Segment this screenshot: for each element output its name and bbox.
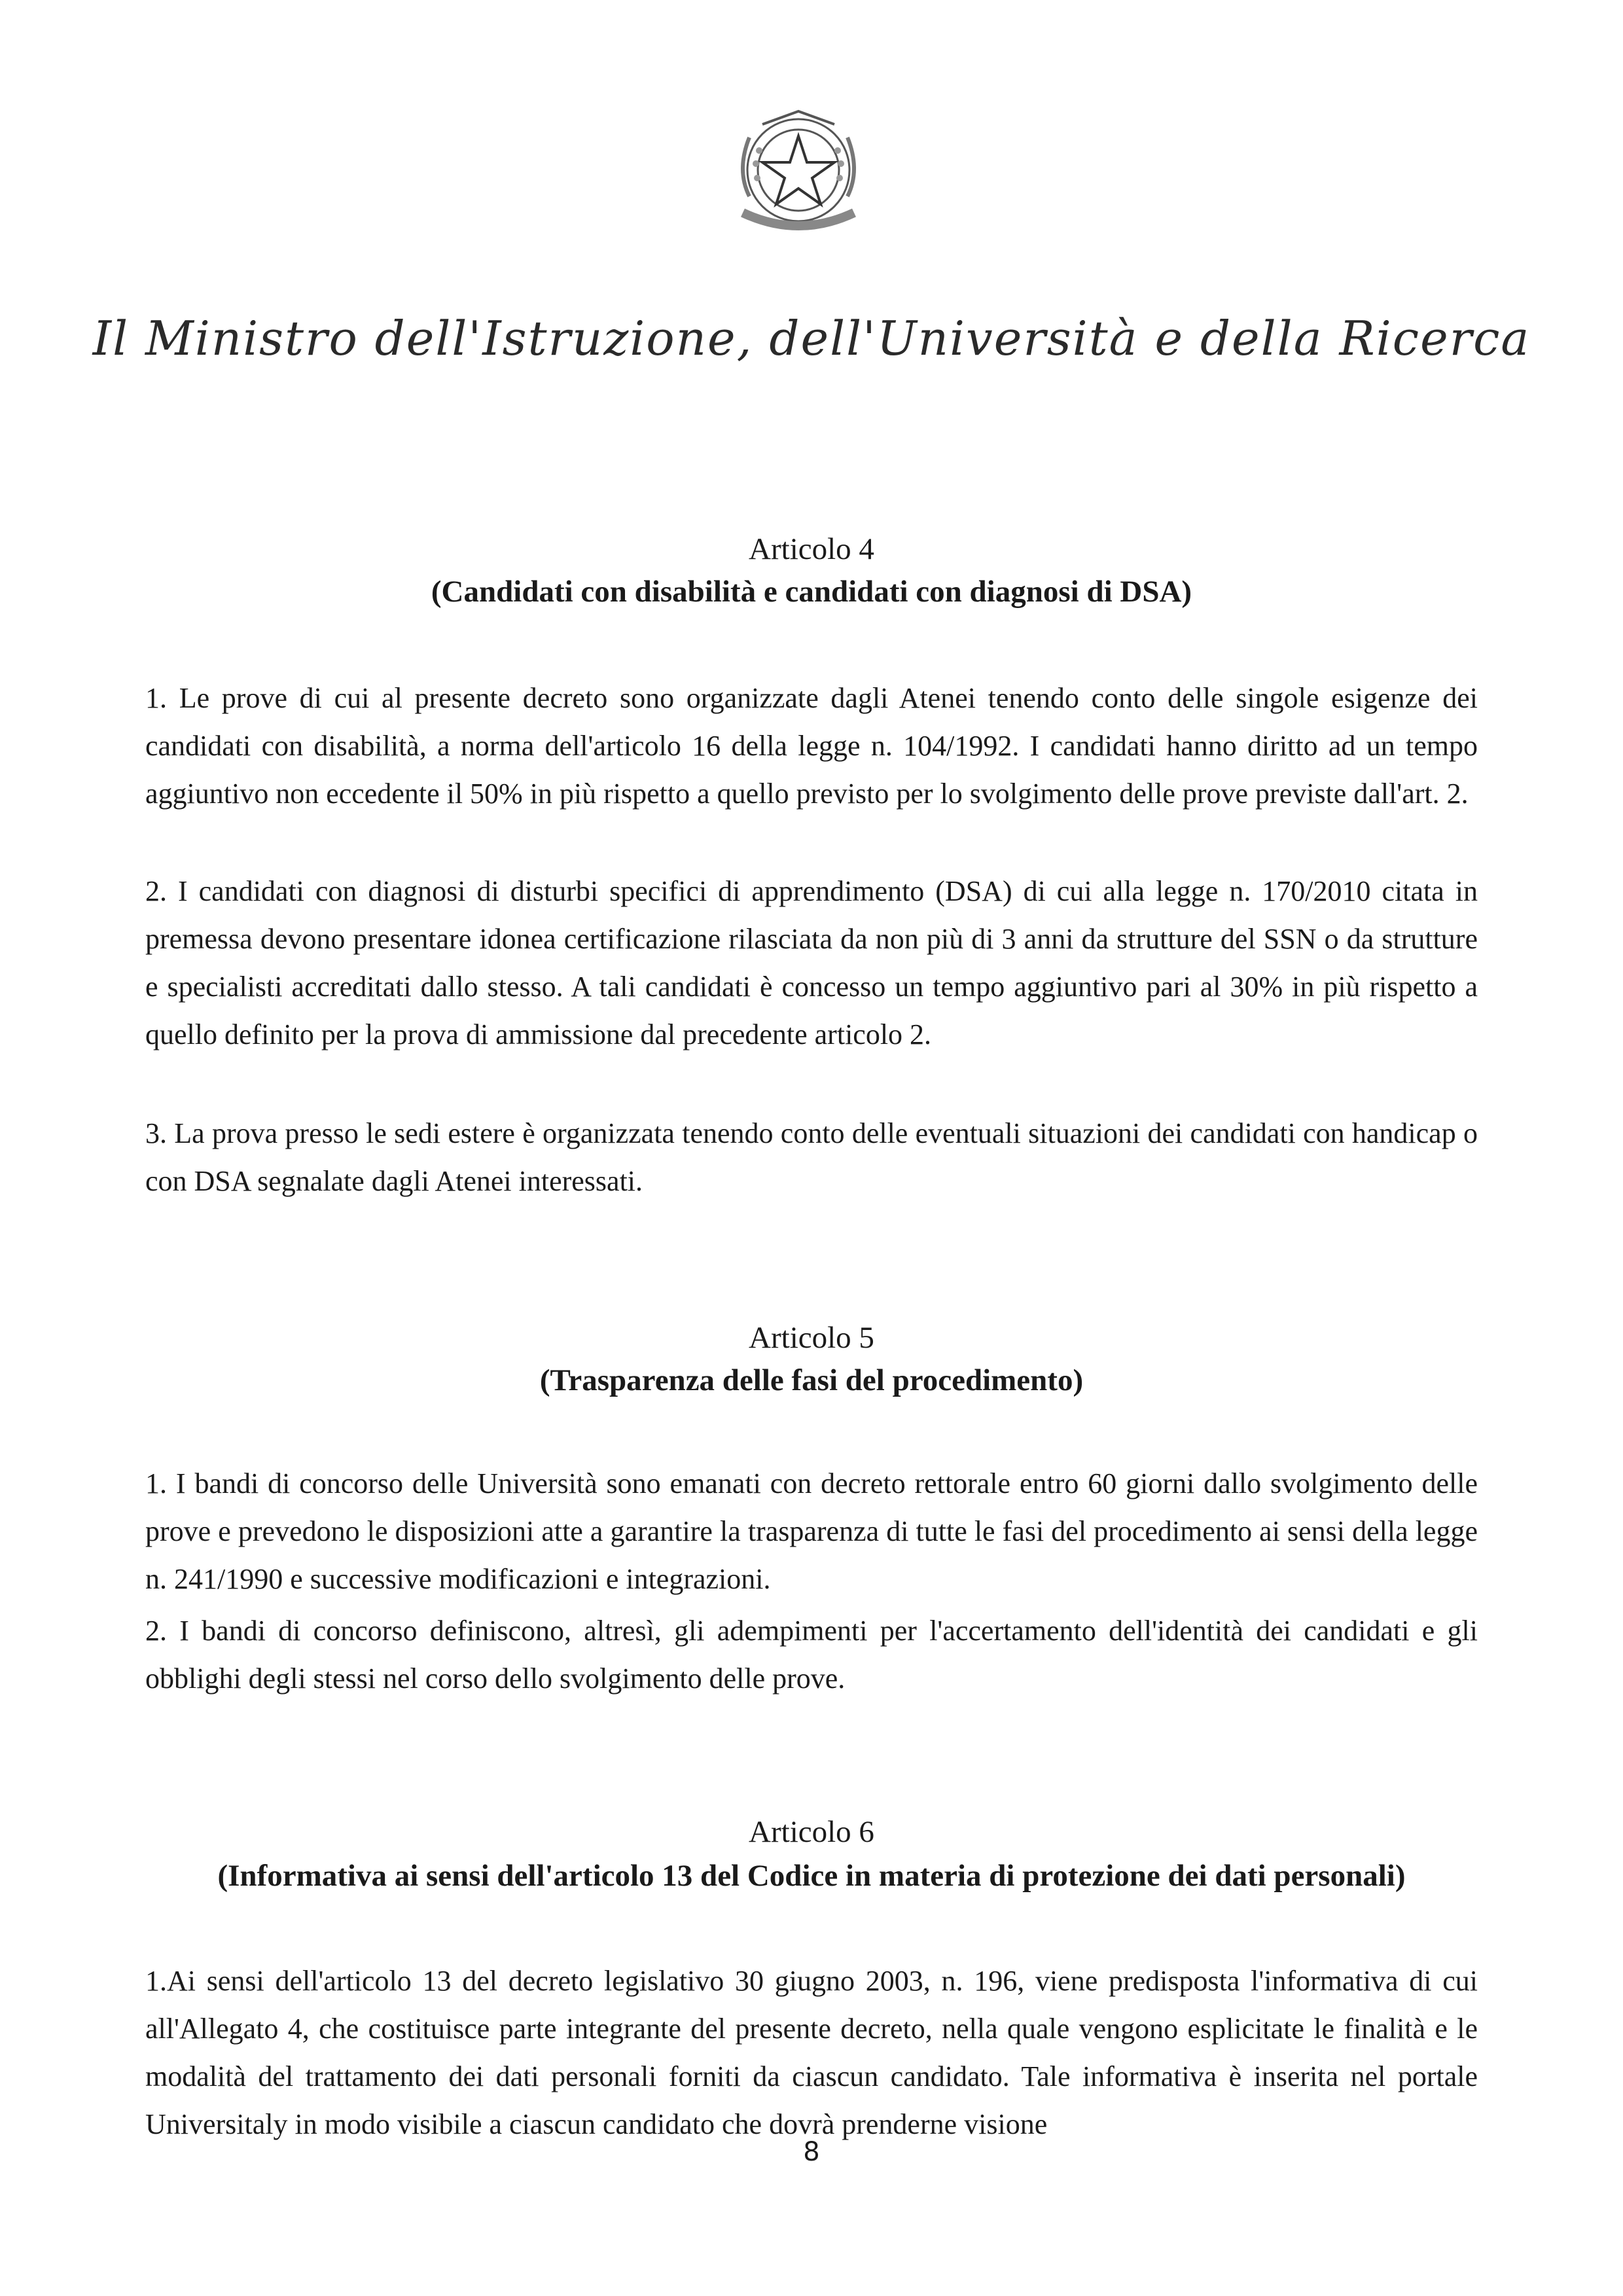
article-5-subtitle: (Trasparenza delle fasi del procedimento) — [539, 1363, 1084, 1397]
article-6-paragraph-1: 1.Ai sensi dell'articolo 13 del decreto legislativo 30 giugno 2003, n. 196, viene predisposta l'informativa di cui all'Allegato 4, che costituisce parte integrante del presente decreto, nella quale vengono esplicitate le finalità e le modalità del trattamento dei dati personali forniti da ciascun candidato. Tale informativa è inserita nel portale Universitaly in modo visibile a ciascun candidato che dovrà prenderne visione — [145, 1965, 1478, 2140]
article-4-paragraph-2: 2. I candidati con diagnosi di disturbi specifici di apprendimento (DSA) di cui alla legge n. 170/2010 citata in premessa devono presentare idonea certificazione rilasciata da non più di 3 anni da strutture del SSN o da strutture e specialisti accreditati dallo stesso. A tali candidati è concesso un tempo aggiuntivo pari al 30% in più rispetto a quello definito per la prova di ammissione dal precedente articolo 2. — [145, 875, 1478, 1050]
article-4-paragraph-1: 1. Le prove di cui al presente decreto sono organizzate dagli Atenei tenendo conto delle singole esigenze dei candidati con disabilità, a norma dell'articolo 16 della legge n. 104/1992. I candidati hanno diritto ad un tempo aggiuntivo non eccedente il 50% in più rispetto a quello previsto per lo svolgimento delle prove previste dall'art. 2. — [145, 682, 1478, 810]
page-number: 8 — [803, 2137, 820, 2167]
article-6-subtitle: (Informativa ai sensi dell'articolo 13 del Codice in materia di protezione dei dati personali) — [217, 1859, 1406, 1893]
article-6-title: Articolo 6 — [749, 1815, 874, 1849]
italian-republic-emblem — [723, 98, 874, 255]
article-5-paragraph-1: 1. I bandi di concorso delle Università sono emanati con decreto rettorale entro 60 giorni dallo svolgimento delle prove e prevedono le disposizioni atte a garantire la trasparenza di tutte le fasi del procedimento ai sensi della legge n. 241/1990 e successive modificazioni e integrazioni. — [145, 1467, 1478, 1595]
article-4-title: Articolo 4 — [749, 532, 874, 566]
article-4-subtitle: (Candidati con disabilità e candidati con diagnosi di DSA) — [431, 575, 1192, 609]
ministry-heading: Il Ministro dell'Istruzione, dell'Università e della Ricerca — [92, 311, 1531, 366]
article-5-paragraph-2: 2. I bandi di concorso definiscono, altresì, gli adempimenti per l'accertamento dell'identità dei candidati e gli obblighi degli stessi nel corso dello svolgimento delle prove. — [145, 1615, 1478, 1695]
article-5-title: Articolo 5 — [749, 1321, 874, 1355]
article-4-paragraph-3: 3. La prova presso le sedi estere è organizzata tenendo conto delle eventuali situazioni dei candidati con handicap o con DSA segnalate dagli Atenei interessati. — [145, 1117, 1478, 1197]
